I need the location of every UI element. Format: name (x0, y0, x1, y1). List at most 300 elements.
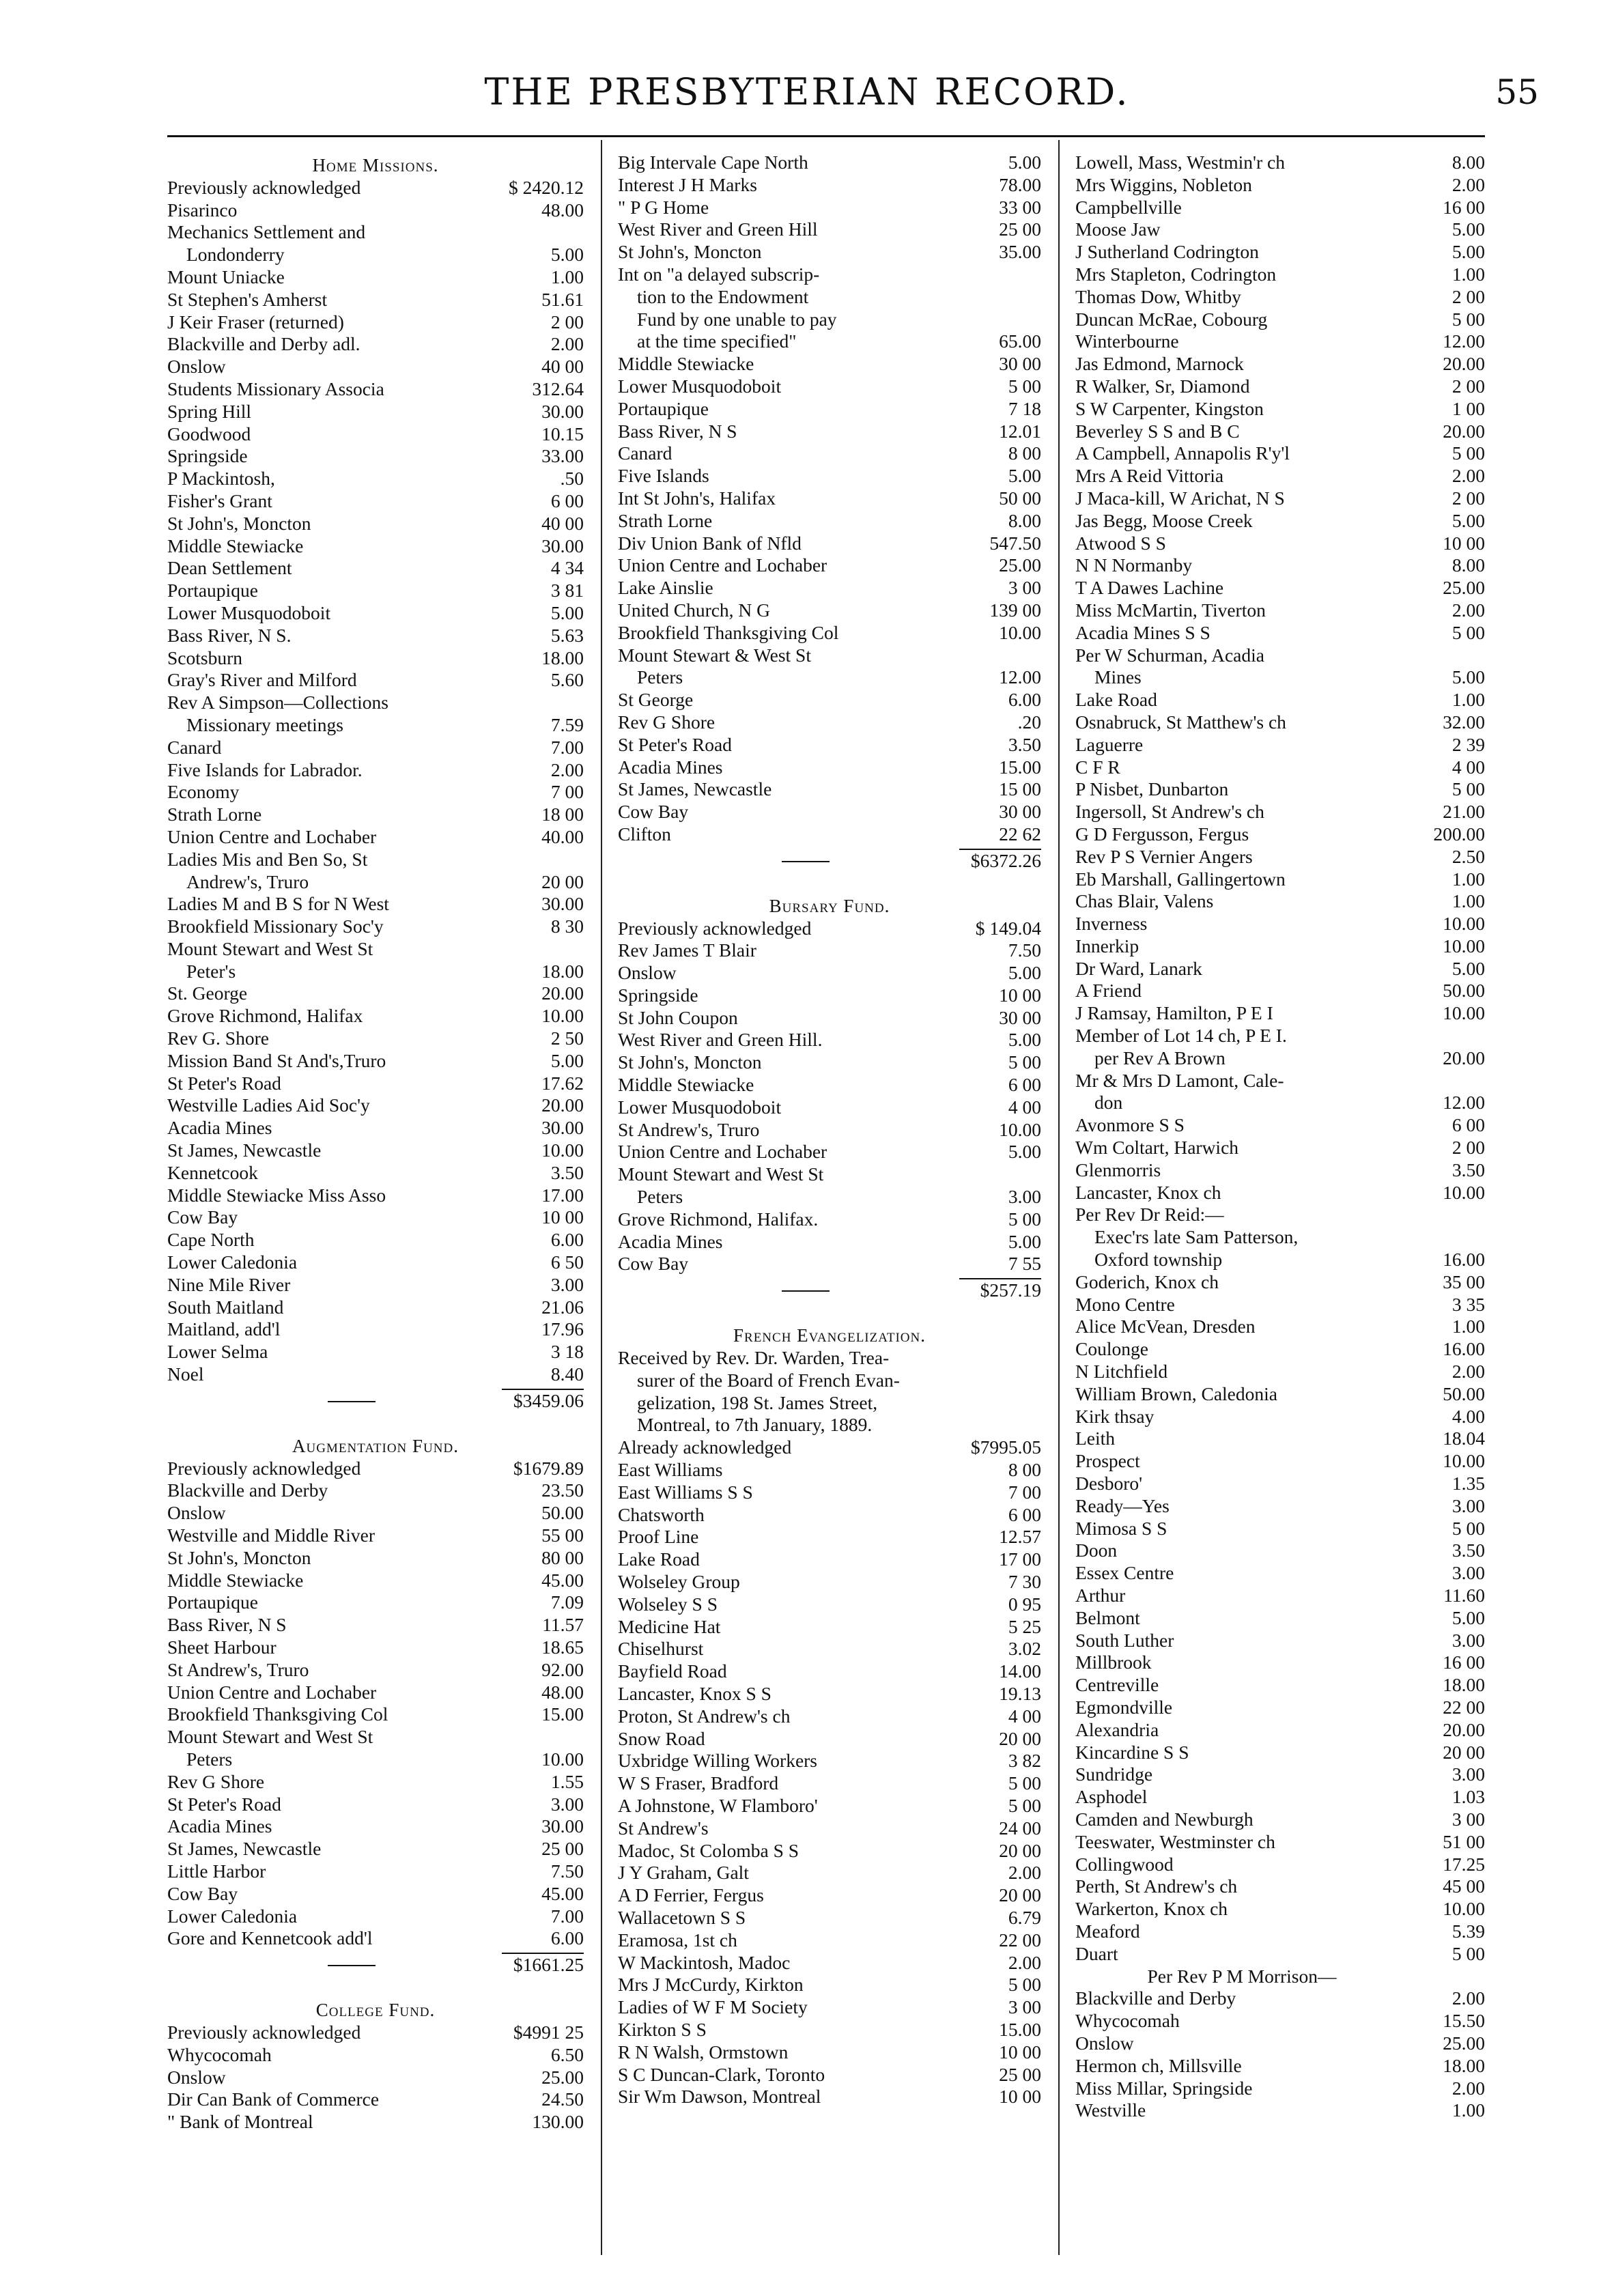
entry-text: St George (618, 689, 694, 711)
entry-amount: 15.50 (1443, 2010, 1485, 2032)
entry-text: P Mackintosh, (167, 468, 275, 490)
entry-text: Maitland, add'l (167, 1318, 281, 1340)
entry-text: Previously acknowledged (167, 2021, 361, 2043)
ledger-entry (167, 1659, 584, 1682)
entry-amount: 25.00 (1443, 577, 1485, 599)
entry-amount: 10 00 (999, 2086, 1041, 2108)
entry-text: Eramosa, 1st ch (618, 1929, 737, 1951)
entry-text: Rev G Shore (167, 1770, 265, 1792)
entry-amount: 10.00 (1443, 1002, 1485, 1024)
ledger-entry (1075, 1943, 1485, 1966)
ledger-entry (167, 423, 584, 446)
entry-text: Union Centre and Lochaber (167, 1681, 377, 1703)
entry-text: Mines (1094, 666, 1142, 688)
entry-text: Dean Settlement (167, 557, 292, 579)
entry-amount: 2.00 (1452, 599, 1485, 621)
ledger-entry (167, 1027, 584, 1050)
ledger-entry (1075, 1316, 1485, 1338)
entry-text: Int St John's, Halifax (618, 487, 776, 509)
ledger-entry (167, 1591, 584, 1614)
ledger-entry (1075, 1294, 1485, 1316)
entry-amount: 12.01 (999, 420, 1041, 442)
entry-text: R Walker, Sr, Diamond (1075, 375, 1250, 397)
ledger-entry (1075, 801, 1485, 823)
entry-amount: 22 00 (1443, 1696, 1485, 1718)
entry-text: G D Fergusson, Fergus (1075, 823, 1249, 845)
entry-text: Mono Centre (1075, 1293, 1175, 1315)
entry-text: Spring Hill (167, 400, 251, 422)
entry-text: Middle Stewiacke (618, 1074, 754, 1096)
entry-amount: 3 35 (1452, 1293, 1485, 1315)
ledger-entry (1075, 2078, 1485, 2100)
entry-text: Canard (618, 442, 672, 464)
ledger-entry (167, 1318, 584, 1341)
section-title: Augmentation Fund. (292, 1435, 459, 1456)
entry-amount: 40.00 (541, 825, 584, 847)
entry-amount: 5 00 (1008, 1794, 1041, 1816)
ledger-entry (618, 1683, 1041, 1705)
entry-amount: 18.00 (541, 960, 584, 982)
entry-amount: $7995.05 (970, 1436, 1041, 1458)
entry-amount: 20.00 (1443, 353, 1485, 375)
entry-text: East Williams S S (618, 1481, 753, 1503)
entry-text: " P G Home (618, 196, 709, 218)
entry-amount: 3.00 (1452, 1629, 1485, 1651)
ledger-entry (167, 1614, 584, 1636)
entry-amount: 65.00 (999, 330, 1041, 352)
ledger-entry (618, 1728, 1041, 1751)
ledger-entry (618, 353, 1041, 375)
entry-amount: 50.00 (1443, 980, 1485, 1002)
entry-amount: 10.00 (541, 1748, 584, 1770)
ledger-entry (618, 1231, 1041, 1253)
entry-text: N Litchfield (1075, 1361, 1168, 1383)
entry-amount: 5 00 (1452, 621, 1485, 643)
entry-text: United Church, N G (618, 599, 771, 621)
entry-text: Acadia Mines S S (1075, 621, 1210, 643)
entry-text: Chiselhurst (618, 1638, 704, 1660)
entry-text: Fisher's Grant (167, 490, 272, 511)
column-3 (1075, 152, 1485, 2255)
column-divider (1058, 140, 1060, 2255)
ledger-entry (618, 577, 1041, 599)
entry-text: Westville (1075, 2099, 1146, 2121)
ledger-entry (618, 1141, 1041, 1163)
entry-text: Proof Line (618, 1526, 699, 1548)
entry-amount: 2 50 (550, 1027, 584, 1049)
entry-amount: 20.00 (1443, 1047, 1485, 1068)
entry-amount: 10.00 (1443, 1898, 1485, 1920)
entry-text: Cow Bay (618, 1253, 689, 1275)
entry-text: St John's, Moncton (167, 512, 311, 534)
entry-amount: 18.00 (541, 647, 584, 668)
entry-text: Portaupique (618, 397, 709, 419)
entry-amount: 5 25 (1008, 1615, 1041, 1637)
ledger-entry (618, 1705, 1041, 1728)
entry-text: Acadia Mines (167, 1117, 272, 1139)
entry-amount: 4 00 (1452, 756, 1485, 778)
ledger-entry (618, 1817, 1041, 1840)
entry-amount: 139 00 (989, 599, 1041, 621)
entry-text: Oxford township (1094, 1249, 1223, 1271)
entry-text: Campbellville (1075, 196, 1182, 218)
entry-amount: 4 00 (1008, 1096, 1041, 1118)
page-header (0, 0, 1614, 143)
entry-amount: 10 00 (999, 2041, 1041, 2063)
ledger-entry (618, 1616, 1041, 1639)
entry-text: Sheet Harbour (167, 1636, 277, 1658)
entry-text: Mrs Wiggins, Nobleton (1075, 173, 1252, 195)
ledger-entry (618, 1862, 1041, 1884)
entry-text: Meaford (1075, 1920, 1140, 1942)
entry-amount: 30.00 (541, 893, 584, 915)
ledger-entry (167, 1838, 584, 1860)
ledger-entry (618, 1840, 1041, 1862)
ledger-entry (1075, 174, 1485, 197)
ledger-entry (167, 1525, 584, 1547)
entry-amount: .50 (560, 468, 584, 490)
entry-text: Wallacetown S S (618, 1906, 746, 1928)
entry-text: Duart (1075, 1942, 1118, 1964)
ledger-entry (167, 1905, 584, 1928)
entry-text: Member of Lot 14 ch, P E I. (1075, 1025, 1287, 1047)
ledger-entry (167, 1229, 584, 1251)
entry-amount: 17.25 (1443, 1853, 1485, 1875)
ledger-entry (618, 1974, 1041, 1996)
entry-text: Strath Lorne (618, 509, 713, 531)
entry-amount: 6 00 (1452, 1114, 1485, 1136)
entry-amount: 3.50 (550, 1161, 584, 1183)
ledger-entry (1075, 1719, 1485, 1742)
entry-text: Mount Stewart and West St (167, 937, 373, 959)
entry-amount: 10.00 (1443, 913, 1485, 935)
ledger-entry (618, 1593, 1041, 1616)
ledger-entry (1075, 1070, 1485, 1115)
ledger-entry (618, 1163, 1041, 1208)
entry-amount: 10 00 (1443, 532, 1485, 554)
ledger-entry (618, 1504, 1041, 1527)
entry-text: W S Fraser, Bradford (618, 1772, 779, 1794)
section-title: College Fund. (315, 2000, 436, 2021)
entry-text: Union Centre and Lochaber (618, 1141, 827, 1163)
entry-text: Middle Stewiacke (167, 1569, 304, 1591)
ledger-entry (167, 1771, 584, 1794)
ledger-entry (618, 2019, 1041, 2041)
ledger-entry (618, 823, 1041, 846)
ledger-entry (618, 1929, 1041, 1952)
entry-amount: 20.00 (1443, 1718, 1485, 1740)
ledger-entry (167, 2088, 584, 2111)
section-spacer (618, 1308, 1041, 1322)
entry-text: Innerkip (1075, 935, 1139, 956)
entry-amount: 3.00 (1452, 1494, 1485, 1516)
ledger-entry (1075, 1607, 1485, 1630)
ledger-entry (167, 1296, 584, 1319)
entry-amount: 10.00 (1443, 1181, 1485, 1203)
entry-amount: 17.96 (541, 1318, 584, 1340)
entry-text: Rev A Simpson—Collections (167, 692, 388, 713)
ledger-entry (618, 1007, 1041, 1030)
ledger-entry (1075, 1025, 1485, 1070)
entry-text: Nine Mile River (167, 1273, 291, 1295)
section-title: Home Missions. (312, 155, 439, 175)
entry-text: N N Normanby (1075, 554, 1193, 576)
entry-amount: 8.00 (1452, 152, 1485, 173)
column-1 (167, 152, 584, 2255)
entry-text: Per Rev P M Morrison— (1147, 1965, 1337, 1987)
ledger-entry (618, 962, 1041, 984)
ledger-entry (167, 692, 584, 737)
ledger-entry (618, 1074, 1041, 1096)
total-dash (328, 1401, 376, 1402)
entry-text: Bass River, N S (618, 420, 737, 442)
entry-amount: 6.00 (550, 1927, 584, 1949)
ledger-entry (618, 1772, 1041, 1795)
entry-text: J Ramsay, Hamilton, P E I (1075, 1002, 1273, 1024)
ledger-entry (167, 1363, 584, 1386)
entry-amount: 547.50 (989, 532, 1041, 554)
entry-text: Blackville and Derby adl. (167, 333, 360, 355)
entry-text: Gore and Kennetcook add'l (167, 1927, 373, 1949)
ledger-entry (167, 535, 584, 558)
entry-amount: 92.00 (541, 1658, 584, 1680)
entry-amount: 5.00 (550, 244, 584, 266)
entry-text: Middle Stewiacke Miss Asso (167, 1184, 386, 1206)
entry-text: Rev P S Vernier Angers (1075, 845, 1253, 867)
ledger-entry (1075, 1361, 1485, 1383)
entry-amount: 30 00 (999, 1006, 1041, 1028)
entry-amount: 33.00 (541, 445, 584, 467)
entry-text: Peter's (186, 960, 236, 982)
ledger-entry (618, 1051, 1041, 1074)
entry-amount: 1 00 (1452, 397, 1485, 419)
entry-amount: 18.04 (1443, 1428, 1485, 1449)
entry-text: Onslow (618, 962, 677, 984)
entry-text: Cow Bay (167, 1882, 238, 1904)
ledger-entry (618, 599, 1041, 622)
total-amount: $1661.25 (513, 1954, 584, 1976)
entry-amount: 80 00 (541, 1546, 584, 1568)
ledger-entry (1075, 1854, 1485, 1876)
entry-amount: 5 00 (1008, 1051, 1041, 1073)
ledger-entry (1075, 1137, 1485, 1159)
ledger-entry (618, 398, 1041, 421)
ledger-entry (167, 1139, 584, 1162)
entry-amount: 1.00 (1452, 689, 1485, 711)
ledger-entry (167, 1458, 584, 1480)
entry-amount: 25 00 (999, 218, 1041, 240)
entry-text: Mission Band St And's,Truro (167, 1049, 386, 1071)
entry-text: Rev G. Shore (167, 1027, 269, 1049)
entry-amount: 5 00 (1008, 375, 1041, 397)
entry-amount: 3.00 (550, 1793, 584, 1815)
ledger-entry (1075, 958, 1485, 980)
ledger-entry (167, 1682, 584, 1704)
entry-amount: 6.00 (550, 1229, 584, 1251)
entry-amount: 3.00 (1452, 1763, 1485, 1785)
entry-text: S C Duncan-Clark, Toronto (618, 2063, 825, 2085)
entry-text: Chatsworth (618, 1503, 705, 1525)
entry-amount: 5.00 (1008, 465, 1041, 487)
entry-amount: 17.62 (541, 1072, 584, 1094)
ledger-entry (167, 1794, 584, 1816)
ledger-entry (618, 918, 1041, 940)
entry-text: Noel (167, 1363, 204, 1385)
entry-text: Snow Road (618, 1727, 705, 1749)
entry-amount: 7 18 (1008, 397, 1041, 419)
entry-text: St Peter's Road (167, 1072, 281, 1094)
ledger-entry (167, 2111, 584, 2134)
entry-text: Andrew's, Truro (186, 870, 309, 892)
entry-amount: 45.00 (541, 1569, 584, 1591)
total-dash (782, 861, 830, 862)
entry-amount: 2.00 (1452, 1987, 1485, 2009)
entry-text: Per Rev Dr Reid:— (1075, 1204, 1224, 1225)
entry-amount: 30.00 (541, 400, 584, 422)
ledger-entry (618, 1660, 1041, 1683)
entry-amount: 16.00 (1443, 1338, 1485, 1360)
ledger-entry (1075, 286, 1485, 309)
ledger-entry (167, 849, 584, 894)
ledger-entry (167, 1703, 584, 1726)
ledger-entry (167, 580, 584, 602)
entry-amount: 200.00 (1433, 823, 1485, 845)
entry-text: Lower Caledonia (167, 1251, 298, 1273)
entry-text: Middle Stewiacke (618, 353, 754, 375)
ledger-entry (167, 1274, 584, 1296)
total-dash (782, 1290, 830, 1292)
entry-amount: 2.00 (1008, 1862, 1041, 1884)
ledger-entry (1075, 1204, 1485, 1271)
entry-amount: 30 00 (999, 353, 1041, 375)
ledger-entry (618, 1996, 1041, 2019)
entry-amount: 1.00 (1452, 890, 1485, 912)
entry-amount: 5.39 (1452, 1920, 1485, 1942)
ledger-entry (618, 533, 1041, 555)
entry-text: Goodwood (167, 423, 251, 444)
ledger-entry (1075, 1742, 1485, 1764)
entry-amount: 51 00 (1443, 1830, 1485, 1852)
ledger-entry (167, 1815, 584, 1838)
ledger-entry (1075, 778, 1485, 801)
ledger-entry (167, 826, 584, 849)
entry-amount: 7 55 (1008, 1253, 1041, 1275)
entry-amount: 5.00 (1452, 509, 1485, 531)
entry-text: Brookfield Thanksgiving Col (618, 621, 839, 643)
entry-amount: 30.00 (541, 535, 584, 556)
entry-text: Wolseley Group (618, 1571, 740, 1593)
entry-amount: 6.79 (1008, 1906, 1041, 1928)
entry-text: Perth, St Andrew's ch (1075, 1875, 1238, 1897)
entry-amount: 55 00 (541, 1525, 584, 1546)
ledger-entry (1075, 1786, 1485, 1809)
entry-amount: 4.00 (1452, 1405, 1485, 1427)
entry-text: Peters (186, 1748, 233, 1770)
entry-text: Int on "a delayed subscrip- (618, 263, 820, 285)
entry-text: Little Harbor (167, 1860, 266, 1882)
ledger-entry (1075, 1182, 1485, 1204)
ledger-entry (1075, 622, 1485, 644)
entry-text: Osnabruck, St Matthew's ch (1075, 711, 1286, 733)
entry-amount: 10.00 (541, 1005, 584, 1027)
ledger-entry (167, 401, 584, 423)
ledger-entry (167, 625, 584, 647)
ledger-entry (618, 1907, 1041, 1929)
ledger-entry (618, 1029, 1041, 1051)
ledger-entry (1075, 577, 1485, 599)
entry-text: Ladies Mis and Ben So, St (167, 848, 368, 870)
entry-amount: 21.00 (1443, 801, 1485, 823)
entry-amount: 7.00 (550, 1905, 584, 1927)
entry-text: A Campbell, Annapolis R'y'l (1075, 442, 1290, 464)
entry-text: Mr & Mrs D Lamont, Cale- (1075, 1069, 1284, 1091)
entry-text: Scotsburn (167, 647, 242, 668)
ledger-entry (618, 644, 1041, 690)
entry-text: Div Union Bank of Nfld (618, 532, 802, 554)
entry-text: R N Walsh, Ormstown (618, 2041, 789, 2063)
entry-text: Canard (167, 736, 222, 758)
entry-text: St Peter's Road (167, 1793, 281, 1815)
entry-text: Kincardine S S (1075, 1741, 1189, 1763)
journal-title: THE PRESBYTERIAN RECORD. (484, 70, 1130, 113)
ledger-entry (167, 177, 584, 199)
entry-text: per Rev A Brown (1094, 1047, 1226, 1068)
entry-text: Union Centre and Lochaber (618, 554, 827, 576)
ledger-entry (1075, 1338, 1485, 1361)
ledger-entry (618, 264, 1041, 353)
ledger-entry (618, 939, 1041, 962)
entry-amount: 2.50 (1452, 845, 1485, 867)
entry-text: J Sutherland Codrington (1075, 241, 1259, 263)
ledger-entry (167, 1636, 584, 1659)
entry-amount: 30.00 (541, 1815, 584, 1837)
entry-amount: 5.00 (1452, 957, 1485, 979)
ledger-entry (618, 510, 1041, 533)
entry-text: Mechanics Settlement and (167, 221, 366, 243)
ledger-entry (1075, 264, 1485, 286)
entry-text: Laguerre (1075, 733, 1144, 755)
entry-text: Lower Selma (167, 1341, 268, 1363)
ledger-entry (618, 2041, 1041, 2064)
entry-text: Previously acknowledged (167, 176, 361, 198)
entry-amount: 7 00 (550, 781, 584, 803)
entry-amount: 16 00 (1443, 196, 1485, 218)
ledger-entry (167, 1050, 584, 1073)
entry-text: Dir Can Bank of Commerce (167, 2088, 380, 2110)
ledger-entry (1075, 197, 1485, 219)
entry-amount: 5.60 (550, 669, 584, 691)
entry-amount: .20 (1017, 711, 1041, 733)
ledger-entry (618, 421, 1041, 443)
ledger-entry (618, 1119, 1041, 1142)
ledger-entry (167, 356, 584, 378)
entry-text: Inverness (1075, 913, 1148, 935)
entry-text: Kirk thsay (1075, 1405, 1155, 1427)
ledger-entry (618, 1795, 1041, 1817)
ledger-entry (167, 1479, 584, 1502)
entry-text: Glenmorris (1075, 1159, 1161, 1180)
entry-text: Essex Centre (1075, 1562, 1174, 1584)
entry-amount: 10.00 (1443, 935, 1485, 956)
ledger-entry (618, 1571, 1041, 1593)
entry-amount: 25.00 (1443, 2032, 1485, 2054)
entry-amount: 3.00 (550, 1273, 584, 1295)
ledger-entry (167, 1073, 584, 1095)
entry-text: Jas Edmond, Marnock (1075, 353, 1244, 375)
entry-text: Ready—Yes (1075, 1494, 1170, 1516)
ledger-entry (1075, 734, 1485, 756)
entry-amount: 22 62 (999, 823, 1041, 845)
